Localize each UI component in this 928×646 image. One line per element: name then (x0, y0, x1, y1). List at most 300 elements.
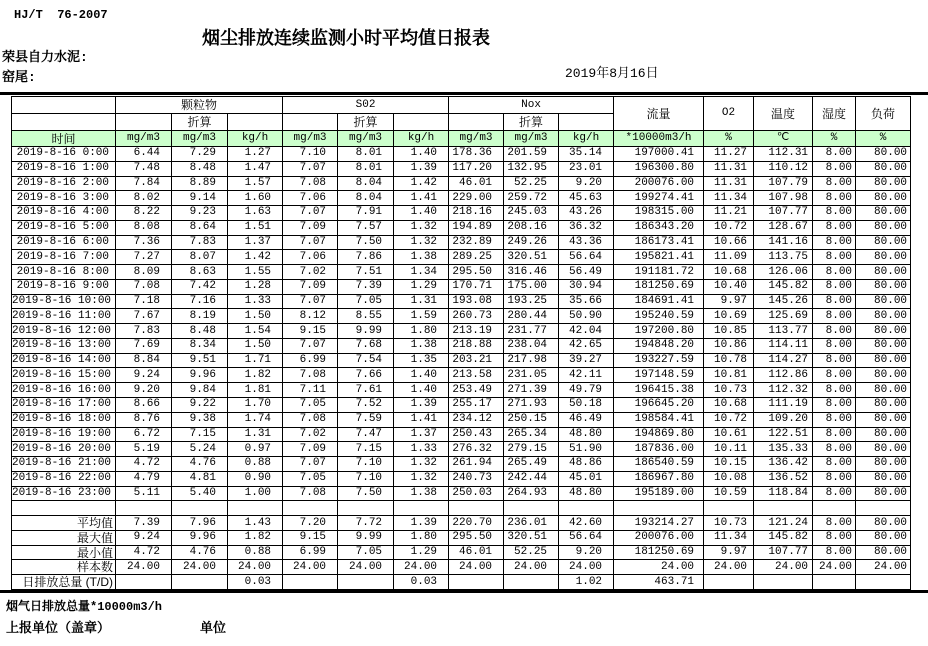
report-date: 2019年8月16日 (565, 66, 659, 81)
value-cell: 1.54 (228, 324, 283, 339)
value-cell: 245.03 (504, 206, 559, 221)
value-cell: 196415.38 (614, 383, 704, 398)
group-nox: Nox (449, 97, 614, 114)
value-cell: 265.34 (504, 427, 559, 442)
blank-cell (12, 501, 116, 516)
value-cell: 80.00 (856, 368, 911, 383)
value-cell: 1.60 (228, 191, 283, 206)
value-cell: 197000.41 (614, 147, 704, 162)
table-row (12, 191, 911, 206)
value-cell (449, 501, 504, 516)
value-cell: 234.12 (449, 412, 504, 427)
time-cell: 2019-8-16 22:00 (12, 471, 116, 486)
value-cell: 11.21 (704, 206, 754, 221)
value-cell: 80.00 (856, 427, 911, 442)
table-row (12, 206, 911, 221)
value-cell: 249.26 (504, 235, 559, 250)
value-cell: 193.08 (449, 294, 504, 309)
value-cell: 208.16 (504, 220, 559, 235)
table-row (12, 309, 911, 324)
summary-row (12, 530, 911, 545)
value-cell: 11.09 (704, 250, 754, 265)
value-cell: 7.09 (283, 442, 338, 457)
value-cell: 45.63 (559, 191, 614, 206)
unit-humidity-pct: % (813, 131, 856, 147)
value-cell: 7.05 (338, 545, 394, 560)
value-cell: 10.72 (704, 412, 754, 427)
value-cell: 114.11 (754, 338, 813, 353)
monitoring-location: 窑尾: (2, 70, 36, 85)
value-cell: 8.00 (813, 294, 856, 309)
value-cell: 231.05 (504, 368, 559, 383)
value-cell: 141.16 (754, 235, 813, 250)
value-cell: 80.00 (856, 161, 911, 176)
value-cell: 1.33 (394, 442, 449, 457)
value-cell: 6.99 (283, 353, 338, 368)
value-cell (754, 501, 813, 516)
value-cell: 10.73 (704, 516, 754, 531)
value-cell: 10.68 (704, 398, 754, 413)
unit-temp-c: ℃ (754, 131, 813, 147)
value-cell: 7.83 (116, 324, 172, 339)
value-cell: 1.00 (228, 486, 283, 501)
table-row (12, 442, 911, 457)
value-cell: 195240.59 (614, 309, 704, 324)
time-cell: 2019-8-16 0:00 (12, 147, 116, 162)
value-cell: 114.27 (754, 353, 813, 368)
value-cell: 265.49 (504, 457, 559, 472)
value-cell: 24.00 (504, 560, 559, 575)
value-cell: 7.16 (172, 294, 228, 309)
value-cell: 1.39 (394, 516, 449, 531)
unit-label: 单位 (200, 621, 227, 636)
value-cell: 289.25 (449, 250, 504, 265)
table-row (12, 324, 911, 339)
value-cell: 1.32 (394, 471, 449, 486)
value-cell: 10.66 (704, 235, 754, 250)
flue-gas-total-label: 烟气日排放总量*10000m3/h (6, 600, 163, 614)
unit-mg-nox: mg/m3 (449, 131, 504, 147)
value-cell: 194848.20 (614, 338, 704, 353)
table-row (12, 457, 911, 472)
value-cell: 112.86 (754, 368, 813, 383)
value-cell: 198584.41 (614, 412, 704, 427)
value-cell: 7.29 (172, 147, 228, 162)
value-cell: 1.41 (394, 412, 449, 427)
reporting-unit-label: 上报单位（盖章） (6, 621, 111, 636)
value-cell: 6.99 (283, 545, 338, 560)
value-cell: 7.10 (338, 471, 394, 486)
header-units-row (12, 131, 911, 147)
value-cell: 42.11 (559, 368, 614, 383)
value-cell: 193.25 (504, 294, 559, 309)
value-cell: 1.82 (228, 368, 283, 383)
unit-load-pct: % (856, 131, 911, 147)
table-row (12, 338, 911, 353)
value-cell: 7.07 (283, 206, 338, 221)
value-cell: 6.44 (116, 147, 172, 162)
value-cell: 8.00 (813, 309, 856, 324)
value-cell: 203.21 (449, 353, 504, 368)
value-cell: 181250.69 (614, 545, 704, 560)
value-cell: 200076.00 (614, 530, 704, 545)
value-cell: 7.84 (116, 176, 172, 191)
value-cell: 1.35 (394, 353, 449, 368)
unit-mg-so2: mg/m3 (283, 131, 338, 147)
summary-label-text: 日排放总量 (T/D) (22, 575, 113, 590)
page-title: 烟尘排放连续监测小时平均值日报表 (202, 30, 490, 50)
value-cell: 5.40 (172, 486, 228, 501)
value-cell: 9.99 (338, 324, 394, 339)
value-cell: 9.99 (338, 530, 394, 545)
table-row (12, 353, 911, 368)
value-cell (754, 575, 813, 590)
value-cell: 8.48 (172, 324, 228, 339)
summary-label: 平均值 (12, 516, 116, 531)
value-cell: 196300.80 (614, 161, 704, 176)
summary-row (12, 575, 911, 590)
value-cell: 7.36 (116, 235, 172, 250)
value-cell: 7.05 (283, 398, 338, 413)
table-row (12, 294, 911, 309)
value-cell: 135.33 (754, 442, 813, 457)
value-cell: 23.01 (559, 161, 614, 176)
value-cell: 8.89 (172, 176, 228, 191)
value-cell: 191181.72 (614, 265, 704, 280)
value-cell: 8.01 (338, 147, 394, 162)
value-cell: 8.00 (813, 338, 856, 353)
value-cell: 1.27 (228, 147, 283, 162)
value-cell: 80.00 (856, 353, 911, 368)
value-cell: 8.00 (813, 368, 856, 383)
value-cell: 117.20 (449, 161, 504, 176)
value-cell: 10.61 (704, 427, 754, 442)
value-cell: 8.00 (813, 442, 856, 457)
value-cell: 1.38 (394, 250, 449, 265)
value-cell: 8.01 (338, 161, 394, 176)
time-cell: 2019-8-16 21:00 (12, 457, 116, 472)
value-cell: 4.76 (172, 545, 228, 560)
group-so2: S02 (283, 97, 449, 114)
converted-label-pm: 折算 (172, 114, 228, 131)
value-cell: 7.48 (116, 161, 172, 176)
value-cell: 1.70 (228, 398, 283, 413)
value-cell: 107.77 (754, 206, 813, 221)
value-cell: 186540.59 (614, 457, 704, 472)
time-cell: 2019-8-16 16:00 (12, 383, 116, 398)
value-cell: 8.00 (813, 398, 856, 413)
value-cell: 7.08 (283, 176, 338, 191)
value-cell: 9.20 (116, 383, 172, 398)
value-cell: 112.31 (754, 147, 813, 162)
bottom-rule (0, 590, 928, 593)
value-cell (449, 575, 504, 590)
value-cell: 46.49 (559, 412, 614, 427)
value-cell: 9.24 (116, 368, 172, 383)
value-cell: 80.00 (856, 545, 911, 560)
value-cell: 8.00 (813, 176, 856, 191)
value-cell: 9.97 (704, 545, 754, 560)
value-cell: 1.74 (228, 412, 283, 427)
value-cell: 1.40 (394, 206, 449, 221)
value-cell: 195189.00 (614, 486, 704, 501)
value-cell: 236.01 (504, 516, 559, 531)
value-cell: 196645.20 (614, 398, 704, 413)
value-cell: 9.22 (172, 398, 228, 413)
value-cell: 24.00 (856, 560, 911, 575)
value-cell (614, 501, 704, 516)
value-cell (504, 501, 559, 516)
value-cell: 7.08 (283, 368, 338, 383)
value-cell: 107.98 (754, 191, 813, 206)
unit-o2-pct: % (704, 131, 754, 147)
time-cell: 2019-8-16 4:00 (12, 206, 116, 221)
time-cell: 2019-8-16 17:00 (12, 398, 116, 413)
value-cell: 8.04 (338, 191, 394, 206)
value-cell: 46.01 (449, 176, 504, 191)
value-cell: 184691.41 (614, 294, 704, 309)
summary-label: 样本数 (12, 560, 116, 575)
time-cell: 2019-8-16 6:00 (12, 235, 116, 250)
time-cell: 2019-8-16 9:00 (12, 279, 116, 294)
value-cell: 229.00 (449, 191, 504, 206)
value-cell: 231.77 (504, 324, 559, 339)
value-cell: 197200.80 (614, 324, 704, 339)
value-cell: 8.00 (813, 235, 856, 250)
value-cell: 24.00 (813, 560, 856, 575)
value-cell: 1.41 (394, 191, 449, 206)
value-cell (228, 501, 283, 516)
value-cell: 7.52 (338, 398, 394, 413)
value-cell: 213.19 (449, 324, 504, 339)
value-cell: 80.00 (856, 383, 911, 398)
value-cell: 7.50 (338, 486, 394, 501)
table-row (12, 250, 911, 265)
value-cell: 24.00 (228, 560, 283, 575)
value-cell (283, 501, 338, 516)
value-cell: 320.51 (504, 250, 559, 265)
value-cell: 107.79 (754, 176, 813, 191)
value-cell: 7.27 (116, 250, 172, 265)
value-cell: 110.12 (754, 161, 813, 176)
value-cell: 264.93 (504, 486, 559, 501)
value-cell: 10.85 (704, 324, 754, 339)
value-cell: 8.09 (116, 265, 172, 280)
value-cell: 7.06 (283, 250, 338, 265)
value-cell: 240.73 (449, 471, 504, 486)
value-cell: 10.81 (704, 368, 754, 383)
value-cell: 8.00 (813, 147, 856, 162)
table-row (12, 383, 911, 398)
value-cell: 463.71 (614, 575, 704, 590)
value-cell: 271.93 (504, 398, 559, 413)
value-cell: 42.04 (559, 324, 614, 339)
value-cell: 1.32 (394, 235, 449, 250)
value-cell (116, 501, 172, 516)
value-cell: 186173.41 (614, 235, 704, 250)
value-cell: 0.03 (394, 575, 449, 590)
value-cell: 1.81 (228, 383, 283, 398)
value-cell: 8.00 (813, 412, 856, 427)
summary-row (12, 516, 911, 531)
value-cell: 1.80 (394, 324, 449, 339)
value-cell: 7.72 (338, 516, 394, 531)
value-cell: 9.38 (172, 412, 228, 427)
value-cell: 1.50 (228, 338, 283, 353)
value-cell: 49.79 (559, 383, 614, 398)
value-cell: 186967.80 (614, 471, 704, 486)
value-cell: 261.94 (449, 457, 504, 472)
value-cell: 0.88 (228, 545, 283, 560)
header-group-row (12, 97, 911, 114)
value-cell: 175.00 (504, 279, 559, 294)
value-cell: 8.07 (172, 250, 228, 265)
value-cell: 1.50 (228, 309, 283, 324)
value-cell: 24.00 (614, 560, 704, 575)
value-cell: 8.00 (813, 279, 856, 294)
value-cell: 1.32 (394, 220, 449, 235)
value-cell: 7.05 (338, 294, 394, 309)
value-cell: 5.19 (116, 442, 172, 457)
value-cell: 201.59 (504, 147, 559, 162)
value-cell: 8.00 (813, 220, 856, 235)
table-row (12, 427, 911, 442)
value-cell: 80.00 (856, 265, 911, 280)
value-cell: 1.59 (394, 309, 449, 324)
value-cell: 52.25 (504, 545, 559, 560)
value-cell: 9.84 (172, 383, 228, 398)
value-cell: 9.20 (559, 545, 614, 560)
value-cell: 80.00 (856, 191, 911, 206)
value-cell: 7.11 (283, 383, 338, 398)
value-cell (704, 501, 754, 516)
value-cell (338, 575, 394, 590)
value-cell: 80.00 (856, 530, 911, 545)
value-cell (813, 501, 856, 516)
value-cell: 45.01 (559, 471, 614, 486)
value-cell: 56.64 (559, 250, 614, 265)
value-cell: 7.96 (172, 516, 228, 531)
value-cell: 7.83 (172, 235, 228, 250)
value-cell: 7.07 (283, 457, 338, 472)
value-cell: 8.00 (813, 383, 856, 398)
summary-label (12, 575, 116, 590)
value-cell: 39.27 (559, 353, 614, 368)
value-cell: 9.14 (172, 191, 228, 206)
value-cell: 80.00 (856, 471, 911, 486)
value-cell: 7.50 (338, 235, 394, 250)
value-cell: 197148.59 (614, 368, 704, 383)
value-cell: 8.00 (813, 427, 856, 442)
converted-label-so2: 折算 (338, 114, 394, 131)
value-cell: 109.20 (754, 412, 813, 427)
table-body (12, 147, 911, 590)
value-cell: 80.00 (856, 457, 911, 472)
unit-kg-pm: kg/h (228, 131, 283, 147)
value-cell: 7.68 (338, 338, 394, 353)
value-cell: 11.34 (704, 530, 754, 545)
value-cell: 7.05 (283, 471, 338, 486)
data-table (11, 96, 911, 590)
value-cell: 10.86 (704, 338, 754, 353)
value-cell: 255.17 (449, 398, 504, 413)
time-cell: 2019-8-16 5:00 (12, 220, 116, 235)
value-cell: 9.51 (172, 353, 228, 368)
value-cell: 7.47 (338, 427, 394, 442)
value-cell: 1.63 (228, 206, 283, 221)
table-row (12, 368, 911, 383)
unit-mg-pm: mg/m3 (116, 131, 172, 147)
value-cell: 279.15 (504, 442, 559, 457)
value-cell: 24.00 (172, 560, 228, 575)
value-cell: 50.90 (559, 309, 614, 324)
value-cell: 48.80 (559, 427, 614, 442)
table-row (12, 176, 911, 191)
value-cell: 250.43 (449, 427, 504, 442)
spacer-row (12, 501, 911, 516)
value-cell: 193214.27 (614, 516, 704, 531)
summary-label: 最大值 (12, 530, 116, 545)
value-cell: 1.40 (394, 147, 449, 162)
value-cell: 253.49 (449, 383, 504, 398)
value-cell: 7.59 (338, 412, 394, 427)
value-cell: 198315.00 (614, 206, 704, 221)
value-cell: 8.00 (813, 191, 856, 206)
value-cell: 1.43 (228, 516, 283, 531)
value-cell (813, 575, 856, 590)
group-humidity: 湿度 (813, 97, 856, 131)
value-cell: 7.54 (338, 353, 394, 368)
time-cell: 2019-8-16 12:00 (12, 324, 116, 339)
value-cell: 132.95 (504, 161, 559, 176)
value-cell: 7.42 (172, 279, 228, 294)
value-cell: 276.32 (449, 442, 504, 457)
value-cell (559, 501, 614, 516)
table-row (12, 486, 911, 501)
time-header: 时间 (12, 131, 116, 147)
value-cell: 80.00 (856, 220, 911, 235)
value-cell: 320.51 (504, 530, 559, 545)
value-cell: 52.25 (504, 176, 559, 191)
value-cell: 24.00 (116, 560, 172, 575)
value-cell: 194869.80 (614, 427, 704, 442)
value-cell: 1.39 (394, 161, 449, 176)
value-cell: 1.55 (228, 265, 283, 280)
value-cell: 1.29 (394, 279, 449, 294)
value-cell: 24.00 (449, 560, 504, 575)
value-cell: 7.08 (116, 279, 172, 294)
value-cell: 217.98 (504, 353, 559, 368)
value-cell: 7.08 (283, 486, 338, 501)
value-cell: 7.07 (283, 338, 338, 353)
value-cell: 7.67 (116, 309, 172, 324)
value-cell: 4.79 (116, 471, 172, 486)
summary-row (12, 545, 911, 560)
value-cell: 218.88 (449, 338, 504, 353)
value-cell: 24.00 (283, 560, 338, 575)
value-cell: 7.20 (283, 516, 338, 531)
value-cell: 8.19 (172, 309, 228, 324)
value-cell: 199274.41 (614, 191, 704, 206)
value-cell: 181250.69 (614, 279, 704, 294)
time-cell: 2019-8-16 19:00 (12, 427, 116, 442)
value-cell: 9.24 (116, 530, 172, 545)
value-cell: 4.76 (172, 457, 228, 472)
value-cell: 238.04 (504, 338, 559, 353)
value-cell: 260.73 (449, 309, 504, 324)
value-cell: 242.44 (504, 471, 559, 486)
table-row (12, 161, 911, 176)
